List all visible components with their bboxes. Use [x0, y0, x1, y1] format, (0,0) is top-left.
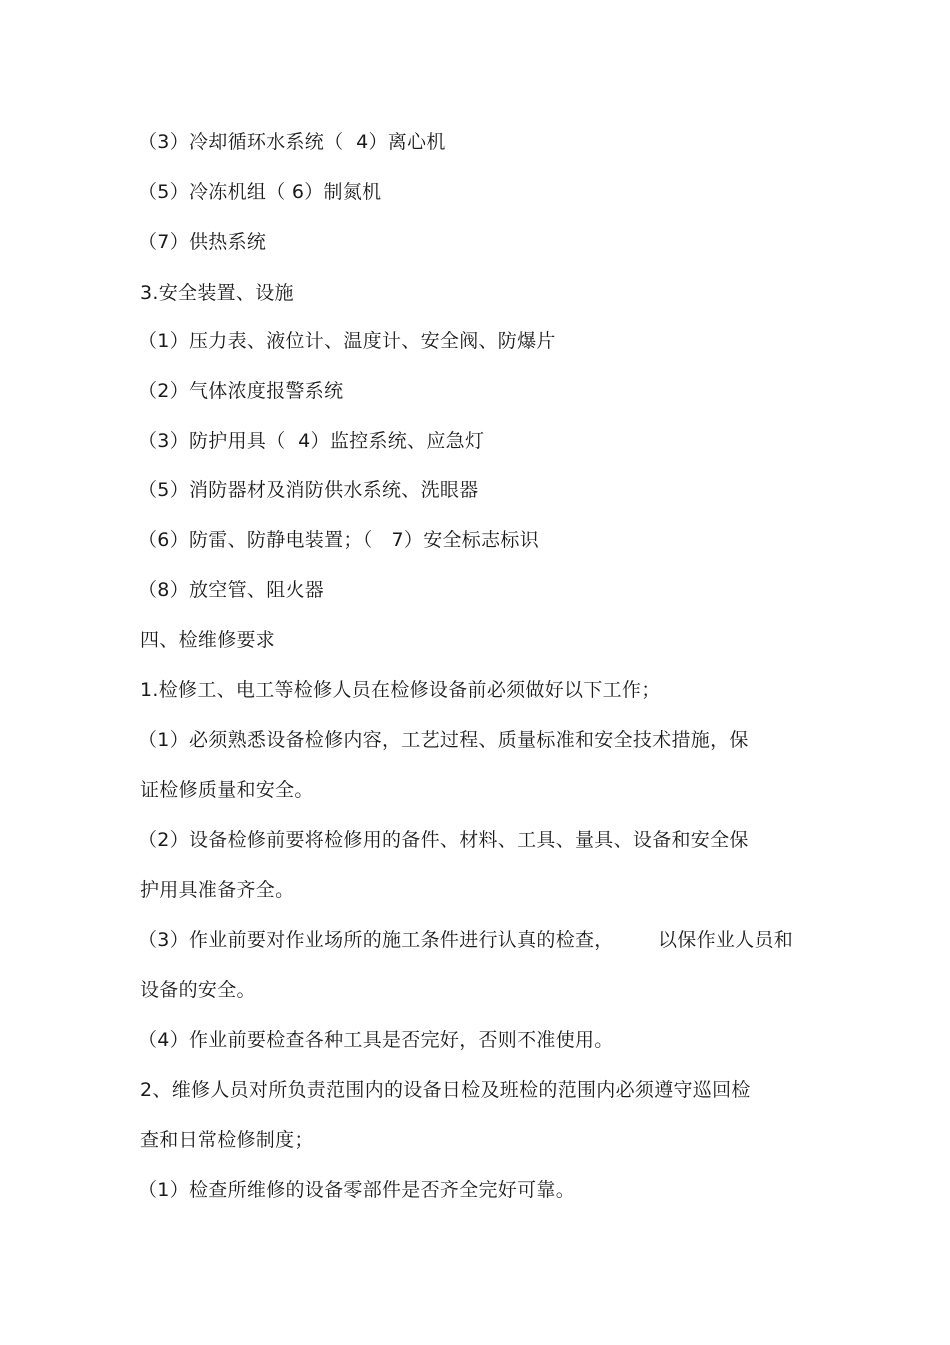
text-line: （1）检查所维修的设备零部件是否齐全完好可靠。: [138, 1179, 575, 1201]
text-line: （2）气体浓度报警系统: [138, 380, 344, 402]
section-heading: 四、检维修要求: [140, 629, 276, 651]
text-line: （4）作业前要检查各种工具是否完好，否则不准使用。: [138, 1029, 614, 1051]
text-line: （1）压力表、液位计、温度计、安全阀、防爆片: [138, 330, 556, 352]
text-line: （2）设备检修前要将检修用的备件、材料、工具、量具、设备和安全保: [138, 829, 749, 851]
text-line: （1）必须熟悉设备检修内容，工艺过程、质量标准和安全技术措施，保: [138, 729, 749, 751]
section-heading: 3.安全装置、设施: [140, 282, 294, 304]
text-line: （3）作业前要对作业场所的施工条件进行认真的检查， 以保作业人员和: [138, 929, 794, 951]
text-line: （3）冷却循环水系统（ 4）离心机: [138, 131, 446, 153]
subsection-heading: 2、维修人员对所负责范围内的设备日检及班检的范围内必须遵守巡回检: [140, 1079, 751, 1101]
text-line: （5）冷冻机组（ 6）制氮机: [138, 181, 382, 203]
text-line: 护用具准备齐全。: [140, 879, 295, 901]
text-line: （7）供热系统: [138, 231, 267, 253]
text-line: 证检修质量和安全。: [140, 779, 314, 801]
text-line: （3）防护用具（ 4）监控系统、应急灯: [138, 430, 485, 452]
text-line: （5）消防器材及消防供水系统、洗眼器: [138, 479, 479, 501]
text-line: 设备的安全。: [140, 979, 256, 1001]
subsection-heading: 1.检修工、电工等检修人员在检修设备前必须做好以下工作；: [140, 679, 661, 701]
text-line: （8）放空管、阻火器: [138, 579, 325, 601]
text-line: （6）防雷、防静电装置；（ 7）安全标志标识: [138, 529, 539, 551]
text-line: 查和日常检修制度；: [140, 1129, 314, 1151]
